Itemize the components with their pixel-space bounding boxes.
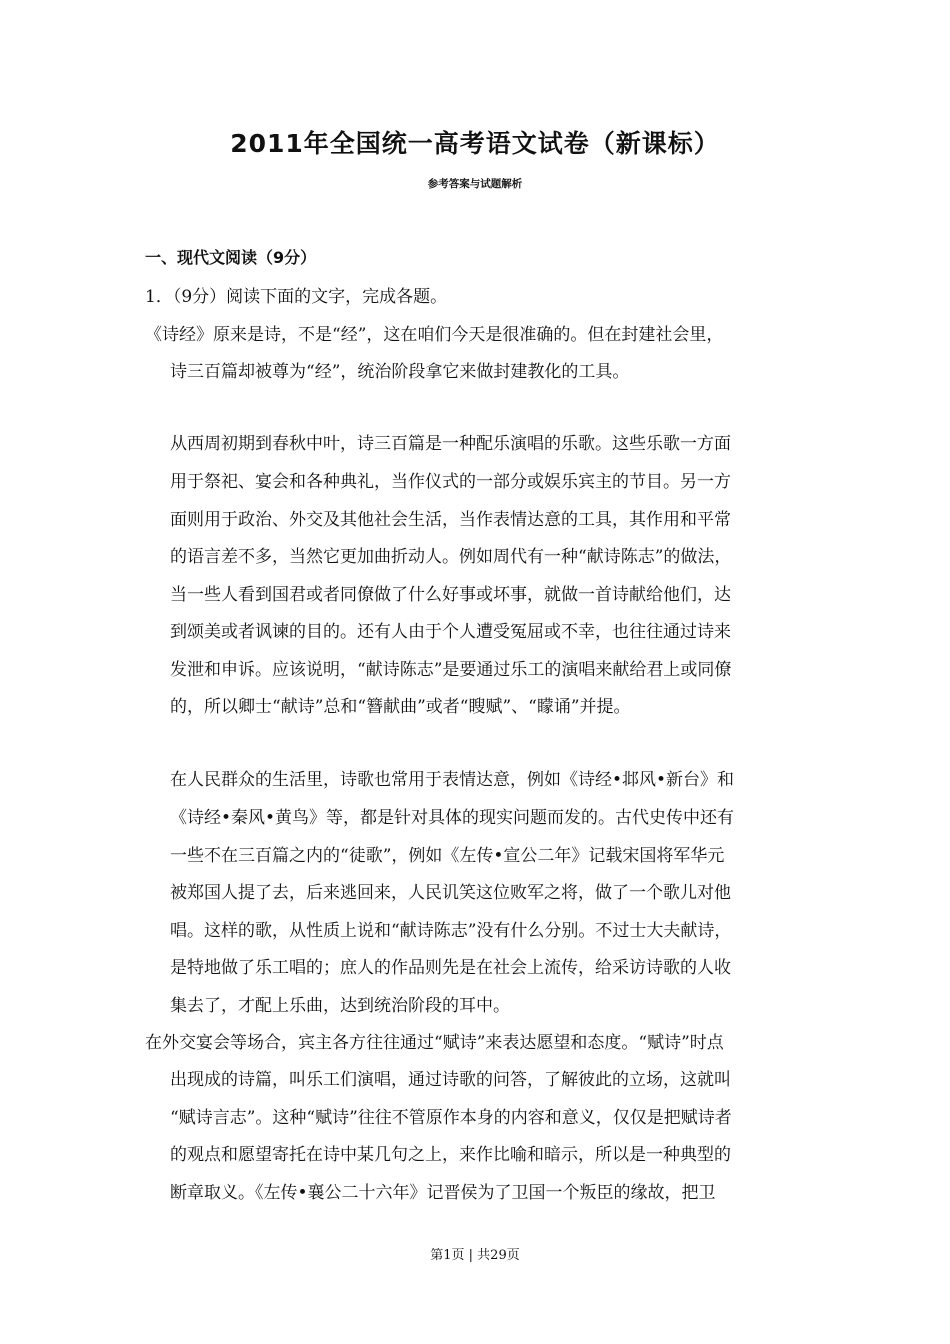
text-line: 的，所以卿士“献诗”总和“簪献曲”或者“瞍赋”、“矇诵”并提。 — [170, 697, 631, 717]
text-line: 断章取义。《左传•襄公二十六年》记晋侯为了卫国一个叛臣的缘故，把卫 — [170, 1183, 716, 1203]
text-line: 出现成的诗篇，叫乐工们演唱，通过诗歌的问答，了解彼此的立场，这就叫 — [170, 1070, 731, 1090]
document-subtitle: 参考答案与试题解析 — [427, 178, 523, 190]
page-footer: 第1页 | 共29页 — [430, 1248, 520, 1263]
text-line: 诗三百篇却被尊为“经”，统治阶段拿它来做封建教化的工具。 — [170, 362, 630, 382]
question-prompt: 1．（9分）阅读下面的文字，完成各题。 — [145, 287, 448, 307]
text-line: 的观点和愿望寄托在诗中某几句之上，来作比喻和暗示，所以是一种典型的 — [170, 1145, 731, 1165]
text-line: 到颂美或者讽谏的目的。还有人由于个人遭受冤屈或不幸，也往往通过诗来 — [170, 622, 731, 642]
section-heading: 一、现代文阅读（9分） — [145, 248, 317, 267]
text-line: 的语言差不多，当然它更加曲折动人。例如周代有一种“献诗陈志”的做法， — [170, 547, 732, 567]
text-line: 是特地做了乐工唱的；庶人的作品则先是在社会上流传，给采访诗歌的人收 — [170, 958, 731, 978]
text-line: 《诗经》原来是诗，不是“经”，这在咱们今天是很准确的。但在封建社会里， — [145, 325, 724, 345]
text-line: 在人民群众的生活里，诗歌也常用于表情达意，例如《诗经•邶风•新台》和 — [170, 770, 735, 790]
text-line: 用于祭祀、宴会和各种典礼，当作仪式的一部分或娱乐宾主的节目。另一方 — [170, 472, 731, 492]
text-line: 《诗经•秦风•黄鸟》等，都是针对具体的现实问题而发的。古代史传中还有 — [170, 808, 735, 828]
text-line: 面则用于政治、外交及其他社会生活，当作表情达意的工具，其作用和平常 — [170, 510, 731, 530]
text-line: 从西周初期到春秋中叶，诗三百篇是一种配乐演唱的乐歌。这些乐歌一方面 — [170, 434, 731, 454]
text-line: 一些不在三百篇之内的“徒歌”，例如《左传•宣公二年》记载宋国将军华元 — [170, 846, 725, 866]
text-line: 被郑国人提了去，后来逃回来，人民讥笑这位败军之将，做了一个歌儿对他 — [170, 883, 731, 903]
document-title: 2011年全国统一高考语文试卷（新课标） — [230, 129, 720, 158]
text-line: 在外交宴会等场合，宾主各方往往通过“赋诗”来表达愿望和态度。“赋诗”时点 — [145, 1033, 724, 1053]
text-line: 唱。这样的歌，从性质上说和“献诗陈志”没有什么分别。不过士大夫献诗， — [170, 921, 732, 941]
text-line: 集去了，才配上乐曲，达到统治阶段的耳中。 — [170, 996, 510, 1016]
text-line: “赋诗言志”。这种“赋诗”往往不管原作本身的内容和意义，仅仅是把赋诗者 — [170, 1108, 732, 1128]
text-line: 发泄和申诉。应该说明，“献诗陈志”是要通过乐工的演唱来献给君上或同僚 — [170, 660, 732, 680]
text-line: 当一些人看到国君或者同僚做了什么好事或坏事，就做一首诗献给他们，达 — [170, 585, 731, 605]
